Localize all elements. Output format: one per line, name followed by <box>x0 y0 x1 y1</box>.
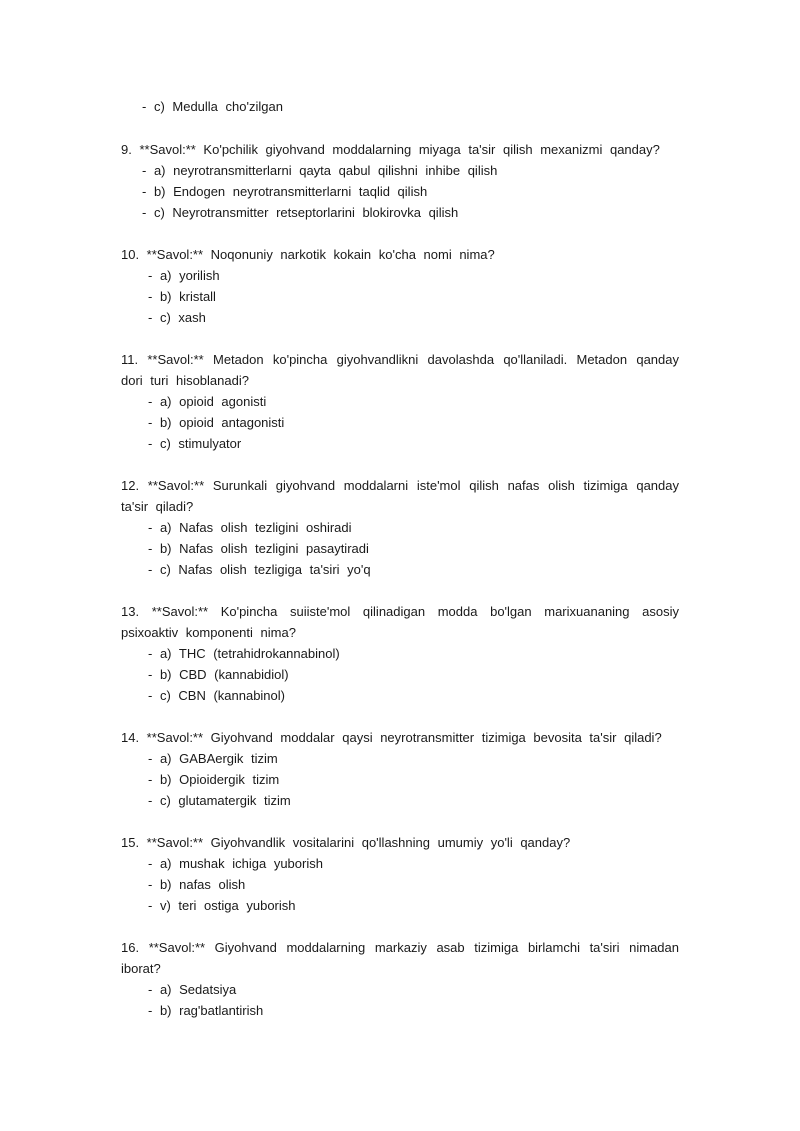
option-8c: - c) Medulla cho'zilgan <box>142 99 283 114</box>
question-14-text: 14. **Savol:** Giyohvand moddalar qaysi neyrotransmitter tizimiga bevosita ta'sir qiladi? <box>121 730 662 745</box>
option-9a: - a) neyrotransmitterlarni qayta qabul qilishni inhibe qilish <box>142 163 498 178</box>
option-13c: - c) CBN (kannabinol) <box>148 688 285 703</box>
option-15b: - b) nafas olish <box>148 877 246 892</box>
option-9b: - b) Endogen neyrotransmitterlarni taqlid qilish <box>142 184 428 199</box>
option-16a: - a) Sedatsiya <box>148 982 237 997</box>
option-14b: - b) Opioidergik tizim <box>148 772 280 787</box>
option-11b: - b) opioid antagonisti <box>148 415 285 430</box>
option-11c: - c) stimulyator <box>148 436 242 451</box>
question-15-text: 15. **Savol:** Giyohvandlik vositalarini qo'llashning umumiy yo'li qanday? <box>121 835 571 850</box>
option-15v: - v) teri ostiga yuborish <box>148 898 296 913</box>
option-9c: - c) Neyrotransmitter retseptorlarini blokirovka qilish <box>142 205 459 220</box>
question-12-text: 12. **Savol:** Surunkali giyohvand moddalarni iste'mol qilish nafas olish tizimiga qanday <box>121 478 679 493</box>
question-11-text: 11. **Savol:** Metadon ko'pincha giyohvandlikni davolashda qo'llaniladi. Metadon qanday <box>121 352 679 367</box>
question-11-text-cont: dori turi hisoblanadi? <box>121 373 249 388</box>
option-13b: - b) CBD (kannabidiol) <box>148 667 289 682</box>
option-12a: - a) Nafas olish tezligini oshiradi <box>148 520 352 535</box>
option-14a: - a) GABAergik tizim <box>148 751 278 766</box>
option-12c: - c) Nafas olish tezligiga ta'siri yo'q <box>148 562 371 577</box>
option-11a: - a) opioid agonisti <box>148 394 267 409</box>
question-13-text-cont: psixoaktiv komponenti nima? <box>121 625 296 640</box>
option-14c: - c) glutamatergik tizim <box>148 793 291 808</box>
option-15a: - a) mushak ichiga yuborish <box>148 856 323 871</box>
question-16-text-cont: iborat? <box>121 961 161 976</box>
question-16-text: 16. **Savol:** Giyohvand moddalarning markaziy asab tizimiga birlamchi ta'siri nimadan <box>121 940 679 955</box>
question-12-text-cont: ta'sir qiladi? <box>121 499 194 514</box>
question-9-text: 9. **Savol:** Ko'pchilik giyohvand moddalarning miyaga ta'sir qilish mexanizmi qanday? <box>121 142 660 157</box>
option-10a: - a) yorilish <box>148 268 220 283</box>
question-13-text: 13. **Savol:** Ko'pincha suiiste'mol qilinadigan modda bo'lgan marixuananing asosiy <box>121 604 679 619</box>
question-10-text: 10. **Savol:** Noqonuniy narkotik kokain ko'cha nomi nima? <box>121 247 495 262</box>
option-16b: - b) rag'batlantirish <box>148 1003 264 1018</box>
option-10b: - b) kristall <box>148 289 216 304</box>
option-12b: - b) Nafas olish tezligini pasaytiradi <box>148 541 369 556</box>
option-13a: - a) THC (tetrahidrokannabinol) <box>148 646 340 661</box>
option-10c: - c) xash <box>148 310 206 325</box>
